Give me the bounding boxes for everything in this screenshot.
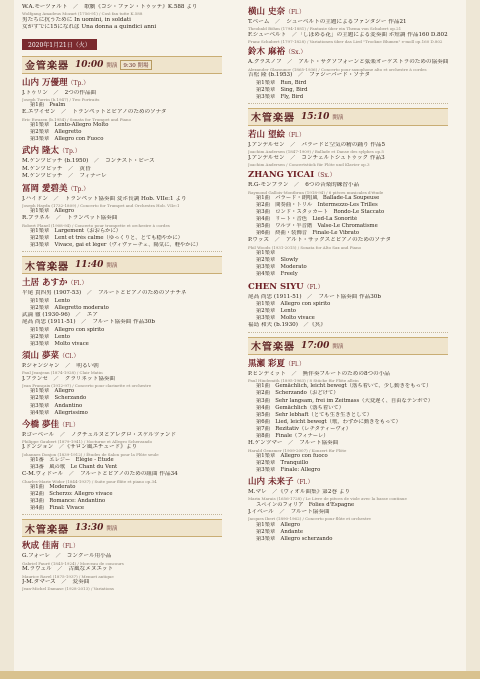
- session-time: 10:00: [75, 59, 104, 70]
- composer-romanized: Joseph Turrin (b.1947) / Two Portraits: [22, 96, 100, 102]
- work-title: P.ジャンジャン ／ 明るい朝: [22, 362, 99, 369]
- work-title: J.ハイドン ／ トランペット協奏曲 変ホ長調 Hob. VIIe:1 より: [22, 195, 187, 202]
- movement-line: 第4楽章 Freely: [256, 271, 298, 278]
- movement-line: 第5曲 ワルツ・半音階 Valse-Le Chromatisme: [256, 223, 378, 230]
- movement-line: 第6曲 終曲・装飾音 Finale-Le Vibrato: [256, 230, 360, 237]
- composer-romanized: Paul Hindemith (1895-1963) / 8 Stücke für Flöte allein: [248, 378, 359, 384]
- composer-romanized: Harald Genzmer (1909-2007) / Konzert für Flöte: [248, 447, 347, 453]
- session-banner: [22, 56, 222, 74]
- movement-line: 第5曲 Sehr lebhaft（とても生き生きとして）: [256, 411, 373, 418]
- performer-instrument: （Fl.）: [58, 421, 79, 429]
- performer-instrument: （Fl.）: [284, 131, 305, 139]
- performer-heading: [248, 46, 448, 59]
- program-column-right: [248, 4, 448, 543]
- work-title: A.グラズノフ ／ アルト・サクソフォーンと弦楽オーケストラのための協奏曲: [248, 59, 448, 66]
- movement-line: 第3楽章 Moderato: [256, 264, 307, 271]
- session-title: 木管楽器: [251, 342, 295, 354]
- movement-line: 第1楽章 Lento: [30, 297, 70, 304]
- performer-heading: [22, 419, 222, 432]
- work-title: M.ラヴェル ／ 古風なメヌエット: [22, 566, 114, 573]
- movement-line: 第1楽章 Allegro con spirito: [256, 300, 331, 307]
- session-start-label: 開演: [106, 526, 118, 533]
- performer-heading: [22, 350, 222, 363]
- performer-name: 鈴木 麻裕: [248, 47, 285, 58]
- session-title: 木管楽器: [25, 524, 69, 536]
- movement-line: 第3曲 ロンド・スタッカート Rondo-Le Staccato: [256, 209, 385, 216]
- movement-line: 第2楽章 Andante: [256, 528, 304, 535]
- movement-line: 第1楽章 Allegro con fuoco: [256, 452, 328, 459]
- work-title: 福島 和夫 (b.1930) ／《冥》: [248, 322, 326, 329]
- doors-open-note: 9:30 開場: [120, 60, 151, 70]
- performer-instrument: （Tp.）: [67, 185, 90, 193]
- movement-line: 第8曲 Finale（フィナーレ）: [256, 433, 329, 439]
- work-title: 尾高 尚忠 (1911-51) ／ フルート協奏曲 作品30b: [22, 319, 155, 326]
- work-title: 平尾 貴四男 (1907-53) ／ フルートとピアノのためのソナチネ: [22, 290, 187, 297]
- composer-romanized: Charles-Marie Widor (1844-1937) / Suite pour flûte et piano op.34: [22, 478, 157, 484]
- session-start-label: 開演: [106, 62, 118, 69]
- composer-romanized: Joseph Haydn (1732-1809) / Concerto for Trumpet and Orchestra Hob. VIIe:1: [22, 202, 180, 208]
- session-time: 13:30: [75, 523, 104, 534]
- work-title: P.ヒンデミット ／ 無伴奏フルートのための8つの小品: [248, 370, 390, 377]
- date-row: [22, 32, 222, 52]
- performer-name: 土居 あすか: [22, 278, 68, 289]
- movement-line: 第3楽章 Finale: Allegro: [256, 466, 321, 473]
- section-divider: [248, 332, 448, 333]
- composer-romanized: Maurice Ravel (1875-1937) / Menuet antique: [22, 573, 114, 579]
- performer-heading: [22, 77, 222, 90]
- performer-name: 若山 望絵: [248, 129, 285, 140]
- work-title: R.プラネル ／ トランペット協奏曲: [22, 215, 118, 222]
- movement-line: 第3楽章 Allegro scherzando: [256, 535, 333, 542]
- session-start-label: 開演: [106, 263, 118, 270]
- work-title: F.シューベルト ／「しぼめる花」の主題による変奏曲 ホ短調 作品160 D.802: [248, 31, 448, 38]
- performer-name: 山内 未来子: [248, 477, 294, 488]
- movement-line: 第6曲 Lied, leicht bewegt（歌、わずかに動きをもって）: [256, 418, 401, 425]
- movement-line: 第1楽章 Largement（おおらかに）: [30, 228, 122, 235]
- performer-name: 今橋 夢佳: [22, 419, 59, 430]
- performer-name: CHEN SIYU: [248, 281, 304, 292]
- composer-romanized: Alexander Glazounov (1865-1936) / Concerto pour saxophone alto et orchestre à cordes: [248, 66, 427, 72]
- composer-romanized: Paul Jeanjean (1874-1928) / Clair Matin: [22, 370, 103, 376]
- date-badge: 2020年1月21日（火）: [22, 39, 97, 50]
- work-title: M.ケンツピッチ ／ フィナーレ: [22, 173, 107, 180]
- composer-romanized: Wolfgang Amadeus Mozart (1756-91) / Così fan tutte K.588: [22, 11, 143, 17]
- session-time: 17:00: [301, 340, 330, 351]
- work-title: 男たちに抗うために In uomini, in soldati: [22, 16, 131, 23]
- work-title: W.A.モーツァルト ／ 歌劇《コシ・ファン・トゥッテ》K.588 より: [22, 4, 198, 10]
- composer-romanized: Jean-Michel Damase (1928-2013) / Variations: [22, 586, 114, 592]
- session-time: 11:40: [75, 260, 104, 271]
- performer-instrument: （Sx.）: [314, 172, 336, 180]
- movement-line: 第2楽章 Lento: [256, 308, 296, 315]
- movement-line: スペインのフォリア Folies d'Espagne: [256, 501, 355, 508]
- movement-line: 第2曲 Scherzo: Allegro vivace: [30, 491, 113, 498]
- session-banner: [22, 519, 222, 537]
- program-column-left: [22, 4, 222, 592]
- movement-line: 第3楽章 Molto vivace: [30, 340, 89, 347]
- composer-romanized: Theobald Böhm (1794-1881) / Fantasie über ein Thema von Schubert op.21: [248, 26, 402, 32]
- movement-line: 第3曲 Sehr langsam, frei im Zeitmass（大変遅く、自由なテンポで）: [256, 397, 434, 404]
- movement-line: 第2楽章 Allegretto moderato: [30, 304, 109, 311]
- movement-line: 第4曲 Final: Vivace: [30, 505, 85, 512]
- work-title: 女がすでに15になれば Una donna a quindici anni: [22, 24, 157, 31]
- session-title: 金管楽器: [25, 61, 69, 73]
- movement-line: 第3楽章 Molto vivace: [256, 315, 315, 322]
- performer-name: ZHANG YICAI: [248, 170, 315, 181]
- movement-line: 第1楽章 Run, Bird: [256, 79, 307, 86]
- movement-line: 第4曲 リート・音色 Lied-La Sonorité: [256, 216, 358, 223]
- work-title: E.エワイゼン ／ トランペットとピアノのためのソナタ: [22, 109, 167, 116]
- movement-line: 第3楽章 Allegro con Fuoco: [30, 136, 104, 143]
- composer-romanized: Robert Planel (1908-94) / Concerto pour trompette et orchestre à cordes: [22, 222, 170, 228]
- movement-line: 第2楽章 Tranquillo: [256, 459, 309, 466]
- work-title: P.ウッズ ／ アルト・サックスとピアノのためのソナタ: [248, 237, 391, 244]
- session-banner: [22, 256, 222, 274]
- performer-heading: [248, 476, 448, 489]
- performer-instrument: （Fl.）: [303, 283, 324, 291]
- movement-line: 第3番 風の歌 Le Chant du Vent: [30, 464, 118, 471]
- movement-line: 第1楽章: [256, 250, 276, 257]
- work-title: R.G-モンブラン ／ 6つの音楽的練習小品: [248, 182, 360, 189]
- work-title: C-M.ヴィドール ／ フルートとピアノのための組曲 作品34: [22, 471, 178, 478]
- movement-line: 第1楽章 Allegro: [30, 208, 75, 215]
- composer-romanized: Philippe Gaubert (1879-1941) / Nocturne et Allegro Scherzando: [22, 439, 153, 445]
- performer-instrument: （Fl.）: [284, 360, 305, 368]
- movement-line: 第1楽章 Lento-Allegro Molto: [30, 122, 109, 129]
- composer-romanized: Jacques Ibert (1890-1962) / Concerto pour flûte et orchestre: [248, 516, 371, 522]
- performer-heading: [22, 183, 222, 196]
- movement-line: 第1番 エレジー Élégie - Etude: [30, 457, 114, 464]
- movement-line: 第2楽章 Lento: [30, 333, 70, 340]
- movement-line: 第7曲 Rezitativ（レチタティーヴォ）: [256, 425, 352, 432]
- session-title: 木管楽器: [25, 261, 69, 273]
- bottom-ornament-bar: [0, 671, 480, 679]
- movement-line: 第1曲 Psalm: [30, 102, 66, 109]
- performer-instrument: （Tp.）: [58, 148, 81, 156]
- work-title: M.ケンツピッチ ／ 黄昏: [22, 165, 91, 172]
- performer-name: 秋成 佳南: [22, 541, 59, 552]
- performer-heading: [22, 145, 222, 158]
- work-title: 尾高 尚忠 (1911-51) ／ フルート協奏曲 作品30b: [248, 293, 381, 300]
- section-divider: [22, 251, 222, 252]
- performer-instrument: （Fl.）: [67, 280, 88, 288]
- movement-line: 第1楽章 Allegro: [30, 388, 75, 395]
- performer-heading: [248, 129, 448, 142]
- performer-name: 須山 夢菜: [22, 350, 59, 361]
- performer-heading: [248, 281, 448, 294]
- movement-line: 第4楽章 Allegrissimo: [30, 409, 88, 416]
- movement-line: 第2楽章 Scherzando: [30, 395, 87, 402]
- work-title: J.イベール ／ フルート協奏曲: [248, 508, 330, 515]
- performer-name: 山内 万優理: [22, 77, 68, 88]
- performer-instrument: （Sx.）: [284, 49, 307, 57]
- movement-line: 第4曲 Gemächlich（落ち着いて）: [256, 404, 345, 411]
- performer-heading: [248, 169, 448, 182]
- composer-romanized: Raymond Gallois-Montbrun (1918-94) / 6 pièces musicales d'étude: [248, 189, 384, 195]
- work-title: G.フォーレ ／ コンクール用小品: [22, 553, 112, 560]
- composer-romanized: Phil Woods (1931-2015) / Sonata for Alto Sax and Piano: [248, 244, 362, 250]
- movement-line: 第2曲 Scherzando（おどけて）: [256, 390, 339, 397]
- movement-line: 第1楽章 Allegro: [256, 521, 301, 528]
- performer-name: 横山 史奈: [248, 7, 285, 17]
- work-title: J.アンデルセン ／ コンチェルトシュトゥック 作品3: [248, 154, 385, 161]
- composer-romanized: Gabriel Fauré (1845-1924) / Morceau de concours: [22, 560, 124, 566]
- performer-instrument: （Fl.）: [293, 479, 314, 487]
- work-title: 吉松 隆 (b.1953) ／ ファジーバード・ソナタ: [248, 72, 370, 79]
- performer-heading: [22, 277, 222, 290]
- movement-line: 第2楽章 Sing, Bird: [256, 86, 308, 93]
- section-divider: [248, 103, 448, 104]
- work-title: J.トゥリン ／ 2つの作品曲: [22, 89, 97, 96]
- performer-instrument: （Fl.）: [284, 9, 305, 16]
- performer-name: 黒瀬 彩夏: [248, 358, 285, 369]
- work-title: J-M.ダマーズ ／ 変奏曲: [22, 578, 90, 585]
- session-banner: [248, 337, 448, 355]
- performer-heading: [22, 540, 222, 553]
- performer-heading: [248, 358, 448, 371]
- movement-line: 第3楽章 Andantino: [30, 402, 83, 409]
- movement-line: 第3曲 Romance: Andantino: [30, 498, 106, 505]
- session-start-label: 開演: [332, 114, 344, 121]
- composer-romanized: Johannes Donjon (1839-1912) / Études de Salon pour la Flûte seule: [22, 451, 159, 457]
- work-title: J.アンデルセン ／ バラードと空気の精の踊り 作品5: [248, 141, 386, 148]
- movement-line: 第3楽章 Vivace, gai et léger（ヴィヴァーチェ、陽気に、軽やかに）: [30, 242, 202, 249]
- movement-line: 第1曲 Moderato: [30, 484, 76, 491]
- performer-instrument: （Fl.）: [58, 543, 79, 551]
- work-title: 武満 徹 (1930-96) ／ エア: [22, 311, 98, 318]
- performer-instrument: （Tp.）: [67, 79, 90, 87]
- composer-romanized: Franz Schubert (1797-1828) / Variationen über das Lied "Trockne Blumen" e-moll op.160 D.802: [248, 39, 443, 45]
- work-title: M.ケンツピッチ (b.1950) ／ コンテスト・ピース: [22, 158, 155, 165]
- composer-romanized: Marin Marais (1656-1728) / Le Livre de pièces de viole avec la basse continue: [248, 496, 407, 502]
- performer-instrument: （Cl.）: [58, 352, 80, 360]
- composer-romanized: Jean Françaix (1912-97) / Concerto pour clarinette et orchestre: [22, 383, 152, 389]
- composer-romanized: Joachim Andersen (1847-1909) / Ballade et Danse des sylphes op.5: [248, 149, 384, 155]
- movement-line: 第2楽章 Allegretto: [30, 129, 82, 136]
- work-title: J.フランセ ／ クラリネット協奏曲: [22, 375, 115, 382]
- movement-line: 第2楽章 Slowly: [256, 257, 299, 264]
- session-time: 15:10: [301, 111, 330, 122]
- session-title: 木管楽器: [251, 113, 295, 125]
- work-title: T.ベーム ／ シューベルトの主題によるファンタジー 作品21: [248, 19, 407, 25]
- movement-line: 第1曲 Gemächlich, leicht bewegt（落ち着いて、少し動きをもって）: [256, 383, 432, 390]
- performer-heading: [248, 6, 448, 19]
- session-start-label: 開演: [332, 343, 344, 350]
- section-divider: [22, 514, 222, 515]
- work-title: H.ゲンツマー ／ フルート協奏曲: [248, 440, 339, 447]
- movement-line: 第1楽章 Allegro con spirito: [30, 326, 105, 333]
- composer-romanized: Eric Ewazen (b.1954) / Sonata for Trumpet and Piano: [22, 116, 132, 122]
- movement-line: 第1曲 バラード・朗唱風 Ballade-La Soupeuse: [256, 194, 380, 201]
- session-banner: [248, 108, 448, 126]
- work-title: M.マレ ／《ヴィオル曲集》第2巻 より: [248, 489, 351, 496]
- composer-romanized: Joachim Andersen / Concertstück für Flöte und Klavier op.3: [248, 161, 370, 167]
- movement-line: 第3楽章 Fly, Bird: [256, 93, 304, 100]
- performer-name: 武内 隆太: [22, 146, 59, 157]
- work-title: P.ゴーベール ／ ノクチュルヌとアレグロ・スケルツァンド: [22, 431, 177, 438]
- movement-line: 第2楽章 Lent et très calme（ゆっくりと、とても穏やかに）: [30, 235, 183, 242]
- movement-line: 第2曲 間奏曲・トリル Intermezzo-Les Trilles: [256, 202, 378, 208]
- work-title: J.ドンジョン ／《サロン風エチュード》より: [22, 444, 138, 451]
- performer-name: 冨岡 愛碧美: [22, 183, 68, 194]
